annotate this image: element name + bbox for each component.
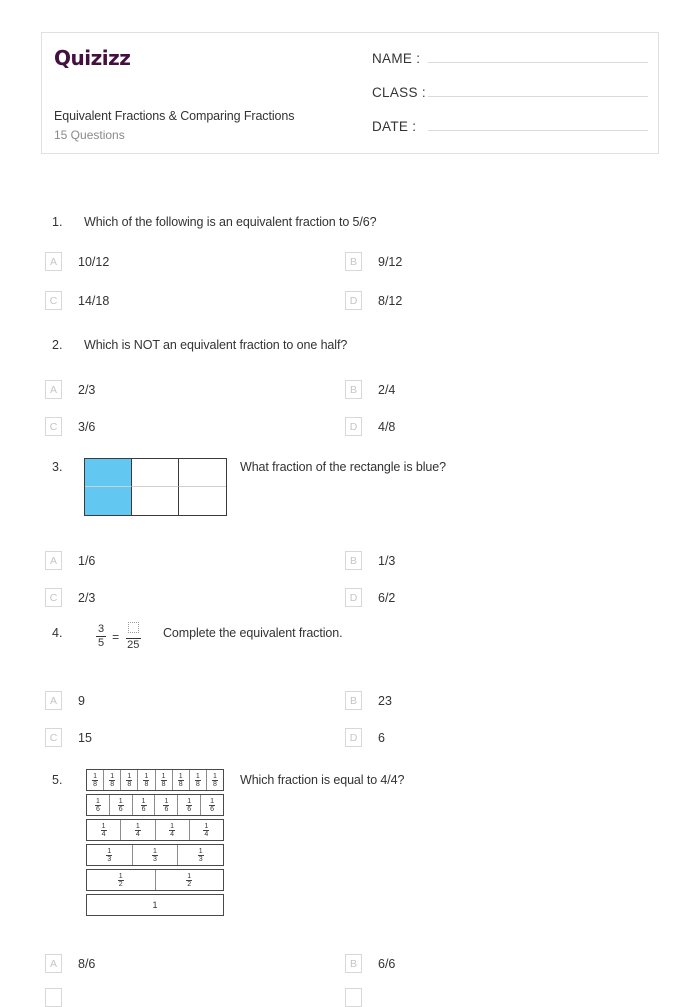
- fraction-wall-cell: [87, 820, 121, 840]
- option-5-b[interactable]: [345, 954, 395, 973]
- option-1-d[interactable]: [345, 291, 402, 310]
- equals-sign: =: [112, 630, 120, 645]
- question-5-number: 5.: [52, 773, 63, 787]
- quizizz-logo: Quizizz: [54, 46, 131, 70]
- left-numerator: 3: [96, 624, 106, 638]
- fraction-wall-cell: [207, 770, 223, 790]
- option-text: 2/4: [378, 382, 396, 397]
- fraction-wall-cell: [190, 820, 223, 840]
- fraction-wall-cell: [87, 770, 104, 790]
- option-letter-box: C: [45, 728, 62, 747]
- left-denominator: 5: [98, 637, 105, 650]
- name-input[interactable]: [428, 47, 648, 63]
- fraction-wall-cell: [190, 770, 207, 790]
- option-text: 9/12: [378, 254, 403, 269]
- fraction-wall-cell-label: $\frac{1}{8}$: [93, 772, 98, 788]
- fraction-wall-cell: [155, 795, 178, 815]
- option-text: 6/6: [378, 956, 396, 971]
- option-3-c[interactable]: [45, 588, 95, 607]
- fraction-wall-row-sixths: [86, 794, 224, 816]
- option-text: 6: [378, 730, 385, 745]
- option-letter-box: [345, 988, 362, 1007]
- option-text: 6/2: [378, 590, 396, 605]
- fraction-wall-cell: [121, 770, 138, 790]
- option-2-d[interactable]: [345, 417, 395, 436]
- option-letter-box: A: [45, 380, 62, 399]
- fraction-wall-cell-label: $\frac{1}{8}$: [195, 772, 200, 788]
- fraction-wall-cell-label: $\frac{1}{6}$: [210, 797, 214, 813]
- fraction-wall-cell: [201, 795, 223, 815]
- fraction-wall-cell-label: $\frac{1}{8}$: [161, 772, 166, 788]
- fraction-wall-cell: [87, 895, 223, 915]
- option-letter-box: A: [45, 691, 62, 710]
- option-text: 9: [78, 693, 85, 708]
- class-field-row: [372, 81, 648, 103]
- option-5-a[interactable]: [45, 954, 95, 973]
- fraction-wall-row-whole: [86, 894, 224, 916]
- question-3-number: 3.: [52, 460, 63, 474]
- fraction-wall-cell-label: $\frac{1}{6}$: [187, 797, 192, 813]
- class-input[interactable]: [428, 81, 648, 97]
- option-text: 4/8: [378, 419, 396, 434]
- blank-box-icon: [128, 622, 139, 633]
- option-2-b[interactable]: [345, 380, 395, 399]
- question-1-number: 1.: [52, 215, 63, 229]
- rect-cell-empty: [179, 487, 226, 515]
- option-letter-box: C: [45, 291, 62, 310]
- rect-cell-empty: [179, 459, 226, 487]
- name-field-row: [372, 47, 648, 69]
- fraction-wall-cell-label: $\frac{1}{8}$: [178, 772, 183, 788]
- option-text: 8/12: [378, 293, 403, 308]
- fraction-wall-row-thirds: [86, 844, 224, 866]
- fraction-wall-cell-label: $\frac{1}{3}$: [107, 847, 112, 863]
- fraction-wall-cell-label: $\frac{1}{3}$: [198, 847, 203, 863]
- option-4-c[interactable]: [45, 728, 92, 747]
- fraction-wall-cell: [133, 845, 179, 865]
- rect-cell-empty: [132, 487, 179, 515]
- fraction-wall-cell-label: $\frac{1}{2}$: [187, 872, 192, 888]
- fraction-wall-cell-label: $\frac{1}{6}$: [118, 797, 123, 813]
- option-letter-box: D: [345, 417, 362, 436]
- worksheet-header: [41, 32, 659, 154]
- option-text: 10/12: [78, 254, 110, 269]
- option-letter-box: A: [45, 551, 62, 570]
- option-3-a[interactable]: [45, 551, 95, 570]
- fraction-wall-cell: [87, 795, 110, 815]
- fraction-wall-cell-label: $\frac{1}{8}$: [127, 772, 132, 788]
- option-letter-box: A: [45, 252, 62, 271]
- fraction-wall-cell: [178, 845, 223, 865]
- fraction-wall-cell-label: $\frac{1}{8}$: [144, 772, 149, 788]
- date-field-label: DATE :: [372, 119, 417, 134]
- option-1-a[interactable]: [45, 252, 109, 271]
- option-letter-box: C: [45, 417, 62, 436]
- fraction-wall-cell: [138, 770, 155, 790]
- option-2-c[interactable]: [45, 417, 95, 436]
- question-2-number: 2.: [52, 338, 63, 352]
- fraction-wall-row-halves: [86, 869, 224, 891]
- option-text: 3/6: [78, 419, 96, 434]
- question-1-text: Which of the following is an equivalent fraction to 5/6?: [84, 215, 377, 229]
- fraction-wall-cell: [156, 770, 173, 790]
- question-3-text: What fraction of the rectangle is blue?: [240, 460, 446, 474]
- rect-cell-empty: [132, 459, 179, 487]
- option-letter-box: B: [345, 380, 362, 399]
- option-2-a[interactable]: [45, 380, 95, 399]
- fraction-wall-figure: [86, 769, 224, 919]
- right-fraction: [125, 622, 141, 651]
- question-4-number: 4.: [52, 626, 63, 640]
- student-info-fields: [372, 47, 648, 149]
- option-letter-box: B: [345, 252, 362, 271]
- fraction-wall-cell: [87, 845, 133, 865]
- right-numerator-blank[interactable]: [126, 622, 141, 639]
- option-text: 1/3: [378, 553, 396, 568]
- fraction-wall-cell: [104, 770, 121, 790]
- fraction-wall-cell-label: $\frac{1}{6}$: [164, 797, 169, 813]
- option-3-b[interactable]: [345, 551, 395, 570]
- question-5-text: Which fraction is equal to 4/4?: [240, 773, 405, 787]
- fraction-wall-cell-label: $\frac{1}{2}$: [118, 872, 123, 888]
- fraction-wall-cell: [178, 795, 201, 815]
- fraction-wall-cell-label: $\frac{1}{8}$: [212, 772, 217, 788]
- class-field-label: CLASS :: [372, 85, 426, 100]
- question-count: 15 Questions: [54, 128, 125, 142]
- option-text: 15: [78, 730, 92, 745]
- rect-cell-filled: [85, 487, 132, 515]
- option-letter-box: B: [345, 691, 362, 710]
- option-text: 1/6: [78, 553, 96, 568]
- right-denominator: 25: [127, 638, 140, 651]
- option-text: 2/3: [78, 382, 96, 397]
- option-text: 14/18: [78, 293, 110, 308]
- fraction-wall-cell: [173, 770, 190, 790]
- option-letter-box: [45, 988, 62, 1007]
- fraction-wall-cell: [133, 795, 156, 815]
- option-4-b[interactable]: [345, 691, 392, 710]
- fraction-wall-row-eighths: [86, 769, 224, 791]
- fraction-wall-cell-label: $\frac{1}{4}$: [170, 822, 175, 838]
- fraction-wall-cell: [121, 820, 155, 840]
- fraction-wall-cell: [156, 820, 190, 840]
- option-letter-box: D: [345, 728, 362, 747]
- option-letter-box: D: [345, 588, 362, 607]
- fraction-wall-cell-label: $\frac{1}{4}$: [101, 822, 106, 838]
- rectangle-fraction-figure: [84, 458, 227, 516]
- fraction-wall-cell-label: $\frac{1}{6}$: [141, 797, 146, 813]
- option-text: 23: [378, 693, 392, 708]
- option-5-d-clipped[interactable]: [345, 988, 362, 1007]
- fraction-wall-cell-label: $\frac{1}{4}$: [204, 822, 209, 838]
- fraction-wall-cell: [87, 870, 156, 890]
- fraction-wall-cell-label: $\frac{1}{3}$: [153, 847, 157, 863]
- fraction-wall-row-fourths: [86, 819, 224, 841]
- option-1-b[interactable]: [345, 252, 402, 271]
- option-5-c-clipped[interactable]: [45, 988, 62, 1007]
- option-letter-box: B: [345, 551, 362, 570]
- equivalent-fraction-equation: [96, 622, 141, 651]
- option-3-d[interactable]: [345, 588, 395, 607]
- question-4-text: Complete the equivalent fraction.: [163, 626, 343, 640]
- fraction-wall-cell: [110, 795, 133, 815]
- date-input[interactable]: [428, 115, 648, 131]
- option-4-a[interactable]: [45, 691, 85, 710]
- option-1-c[interactable]: [45, 291, 109, 310]
- date-field-row: [372, 115, 648, 137]
- option-letter-box: B: [345, 954, 362, 973]
- option-letter-box: D: [345, 291, 362, 310]
- fraction-wall-cell-label: $\frac{1}{6}$: [95, 797, 100, 813]
- fraction-wall-cell: [156, 870, 224, 890]
- left-fraction: [96, 624, 106, 650]
- option-text: 2/3: [78, 590, 96, 605]
- fraction-wall-cell-label: 1: [152, 900, 158, 910]
- option-4-d[interactable]: [345, 728, 385, 747]
- option-text: 8/6: [78, 956, 96, 971]
- page-title: Equivalent Fractions & Comparing Fractions: [54, 109, 295, 123]
- option-letter-box: C: [45, 588, 62, 607]
- fraction-wall-cell-label: $\frac{1}{8}$: [110, 772, 115, 788]
- option-letter-box: A: [45, 954, 62, 973]
- question-2-text: Which is NOT an equivalent fraction to one half?: [84, 338, 348, 352]
- rect-cell-filled: [85, 459, 132, 487]
- fraction-wall-cell-label: $\frac{1}{4}$: [135, 822, 140, 838]
- name-field-label: NAME :: [372, 51, 421, 66]
